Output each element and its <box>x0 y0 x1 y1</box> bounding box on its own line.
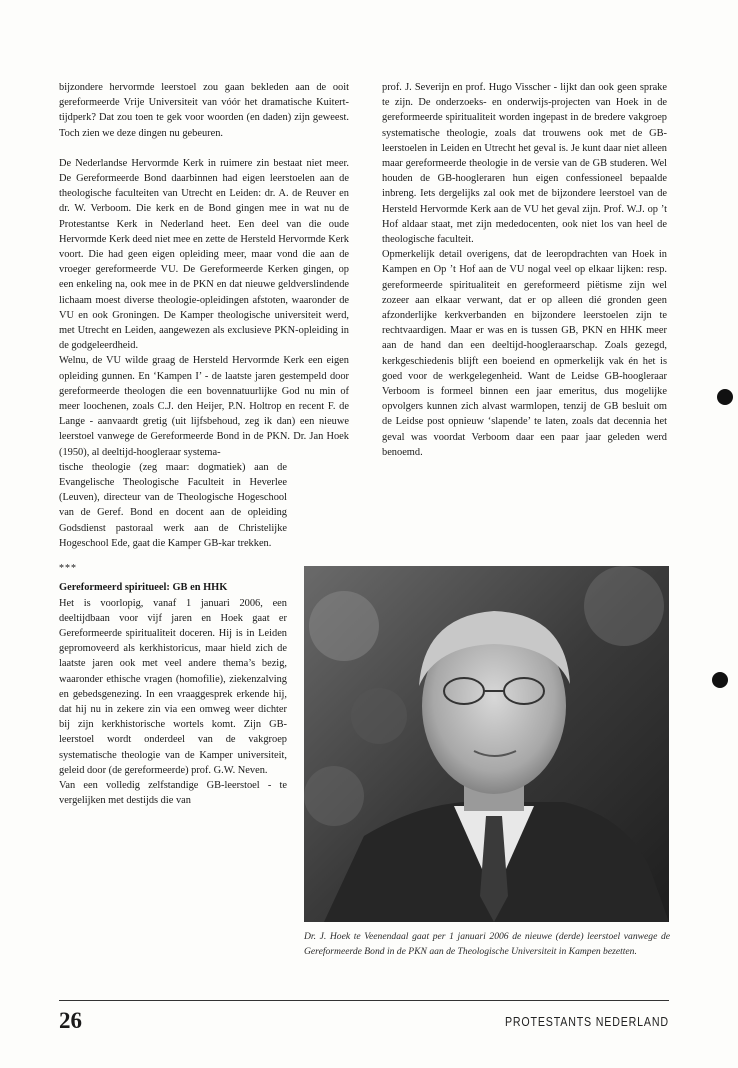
portrait-photo <box>304 566 669 922</box>
left-paragraph-2: De Nederlandse Hervormde Kerk in ruimere zin bestaat niet meer. De Gereformeerde Bond daarbinnen had eigen leerstoelen aan de theologische faculteiten van Utrecht en Leiden: dr. A. de Reuver en dr. W. Verboom. Die kerk en de Bond gingen mee in wat nu de Protestantse Kerk in Nederland heet. Een deel van die oude Hervormde Kerk deed niet mee en zette de Hersteld Hervormde Kerk voort. Die had geen eigen opleiding meer, maar vond die aan de vroeger gereformeerde VU. De Gereformeerde Kerken gingen, op een enkeling na, ook mee in de PKN en dat nieuwe geldverslindende lichaam moest diverse theologie-opleidingen afstoten, waaronder de VU en ook Groningen. De Kamper theologische universiteit werd, met Utrecht en Leiden, aangewezen als exclusieve PKN-opleiding in de godgeleerdheid. <box>59 157 349 352</box>
page-number: 26 <box>59 1008 82 1033</box>
running-head: PROTESTANTS NEDERLAND <box>505 1014 669 1029</box>
binder-hole-2 <box>712 672 728 688</box>
photo-caption: Dr. J. Hoek te Veenendaal gaat per 1 januari 2006 de nieuwe (derde) leerstoel vanwege de Gereformeerde Bond in de PKN aan de Theologische Universiteit in Kampen bezetten. <box>304 931 670 957</box>
section-heading: Gereformeerd spiritueel: GB en HHK <box>59 582 228 594</box>
portrait-illustration <box>304 566 669 922</box>
right-column <box>382 80 667 460</box>
section-divider: *** <box>59 563 77 575</box>
narrow-text-block <box>59 460 287 808</box>
footer-rule <box>59 1000 669 1001</box>
left-paragraph-3a: Welnu, de VU wilde graag de Hersteld Hervormde Kerk een eigen opleiding gunnen. En ‘Kampen I’ - de laatste jaren gestempeld door gereformeerde theologen die een bovennatuurlijke God nu min of meer loochenen, zoals C.J. den Heijer, P.N. Holtrop en recent F. de Lange - aanvaardt gretig (uit lijfsbehoud, zeg ik dan) een nieuwe leerstoel vanwege de Gereformeerde Bond in de PKN. Dr. Jan Hoek (1950), al deeltijd-hoogleraar systema- <box>59 355 349 458</box>
binder-hole-1 <box>717 389 733 405</box>
right-paragraph-2: Opmerkelijk detail overigens, dat de leeropdrachten van Hoek in Kampen en Op ’t Hof aan de VU nogal veel op elkaar lijken: resp. gereformeerde spiritualiteit en gereformeerd piëtisme zijn wel zozeer aan elkaar verwant, dat er op alleen dié gronden geen afzonderlijke kerkverbanden en bijzondere leerstoelen zijn te rechtvaardigen. Maar er was en is tussen GB, PKN en HHK meer aan de hand dan een deeltijd-hoogleraarschap. Zoals gezegd, kerkgeschiedenis blijft een boeiend en opmerkelijk vak én het is goed voor de werkgelegenheid. Want de Leidse GB-hoogleraar Verboom is formeel binnen een jaar emeritus, dus mogelijke opvolgers kunnen zich alvast warmlopen, tenzij de GB besluit om de Leidse post opnieuw ‘slapende’ te laten, zoals dat decennia het geval was voordat Verboom daar een paar jaar geleden werd benoemd. <box>382 249 667 458</box>
left-paragraph-4: Het is voorlopig, vanaf 1 januari 2006, een deeltijdbaan voor vijf jaren en Hoek gaat er Gereformeerde spiritualiteit doceren. Hij is in Leiden gepromoveerd als kerkhistoricus, maar hield zich de laatste jaren ook met veel andere thema’s bezig, waaronder ethische vragen (homofilie), ziekenzalving en gebedsgenezing. In een vraaggesprek erkende hij, dat hij nu in zekere zin via een omweg weer dichter bij zijn kerkhistorische wortels komt. Zijn GB-leerstoel wordt onderdeel van de vakgroep systematische theologie van de Kamper universiteit, geleid door (de gereformeerde) prof. G.W. Neven. <box>59 597 287 776</box>
right-paragraph-1: prof. J. Severijn en prof. Hugo Visscher - lijkt dan ook geen sprake te zijn. De onderzoeks- en onderwijs-projecten van Hoek in de gereformeerde spiritualiteit worden ingepast in de bredere vakgroep systematische theologie, zoals dat trouwens ook met de GB-leerstoelen in Leiden en Utrecht het geval is. Je kunt daar niet alleen maar gereformeerde theologie in de versie van de GB studeren. Wel houden de GB-hoogleraren hun eigen confessioneel bepaalde inbreng. Iets dergelijks zal ook met de bijzondere leerstoel van de Hersteld Hervormde Kerk aan de VU het geval zijn. Prof. W.J. op ’t Hof aldaar staat, met zijn mededocenten, ook niet los van heel de theologische faculteit. <box>382 82 667 246</box>
left-paragraph-5: Van een volledig zelfstandige GB-leerstoel - te vergelijken met destijds die van <box>59 779 287 807</box>
left-paragraph-1: bijzondere hervormde leerstoel zou gaan bekleden aan de ooit gereformeerde Vrije Universiteit van vóór het dramatische Kuitert-tijdperk? Dat zou toen te gek voor woorden (en daden) zijn geweest. Toch zien we deze dingen nu gebeuren. <box>59 82 349 139</box>
left-paragraph-3b: tische theologie (zeg maar: dogmatiek) aan de Evangelische Theologische Faculteit in Heverlee (Leuven), directeur van de Theologische Hogeschool van de Geref. Bond en docent aan de opleiding Godsdienst pastoraal werk aan de Christelijke Hogeschool Ede, gaat die Kamper GB-kar trekken. <box>59 461 287 549</box>
